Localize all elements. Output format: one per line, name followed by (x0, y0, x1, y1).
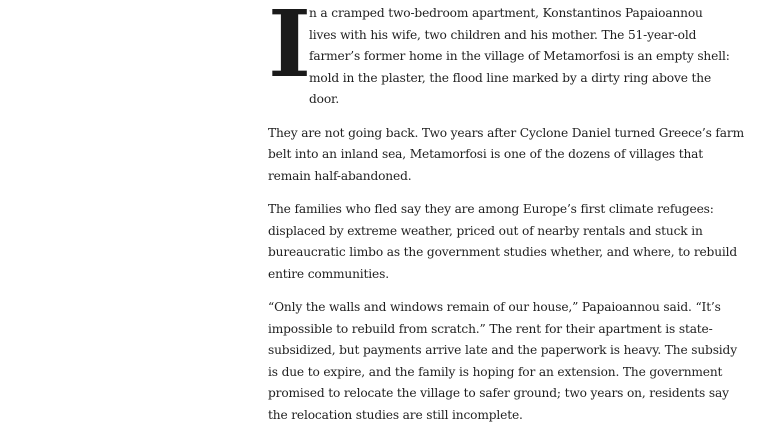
paragraph-4-line-2: impossible to rebuild from scratch.” The rent for their apartment is state- (268, 321, 713, 336)
paragraph-2-line-3: remain half-abandoned. (268, 168, 412, 183)
paragraph-1-line-4: mold in the plaster, the flood line marked by a dirty ring above the (309, 70, 712, 85)
paragraph-4-line-4: is due to expire, and the family is hoping for an extension. The government (268, 364, 723, 379)
drop-cap: I (268, 0, 311, 98)
paragraph-1 (268, 0, 730, 111)
paragraph-1-line-3: farmer’s former home in the village of Metamorfosi is an empty shell: (309, 49, 730, 63)
paragraph-4 (268, 297, 737, 426)
paragraph-3-line-1: The families who fled say they are among Europe’s first climate refugees: (268, 202, 714, 216)
paragraph-4-line-3: subsidized, but payments arrive late and the paperwork is heavy. The subsidy (268, 343, 737, 357)
paragraph-1-line-1: n a cramped two-bedroom apartment, Konstantinos Papaioannou (309, 6, 703, 20)
paragraph-4-line-6: the relocation studies are still incomplete. (268, 407, 523, 422)
paragraph-1-line-5: door. (309, 92, 340, 106)
paragraph-2 (268, 123, 744, 188)
paragraph-2-line-2: belt into an inland sea, Metamorfosi is one of the dozens of villages that (268, 147, 704, 161)
paragraph-4-line-1: “Only the walls and windows remain of our house,” Papaioannou said. “It’s (268, 300, 721, 314)
paragraph-1-line-2: lives with his wife, two children and his mother. The 51-year-old (309, 27, 697, 42)
article-body (268, 0, 744, 438)
paragraph-2-line-1: They are not going back. Two years after Cyclone Daniel turned Greece’s farm (268, 125, 744, 140)
paragraph-3 (268, 199, 738, 285)
paragraph-3-line-4: entire communities. (268, 266, 389, 281)
paragraph-3-line-3: bureaucratic limbo as the government studies whether, and where, to rebuild (268, 245, 738, 259)
paragraph-3-line-2: displaced by extreme weather, priced out of nearby rentals and stuck in (268, 223, 703, 238)
paragraph-4-line-5: promised to relocate the village to safer ground; two years on, residents say (268, 386, 729, 400)
